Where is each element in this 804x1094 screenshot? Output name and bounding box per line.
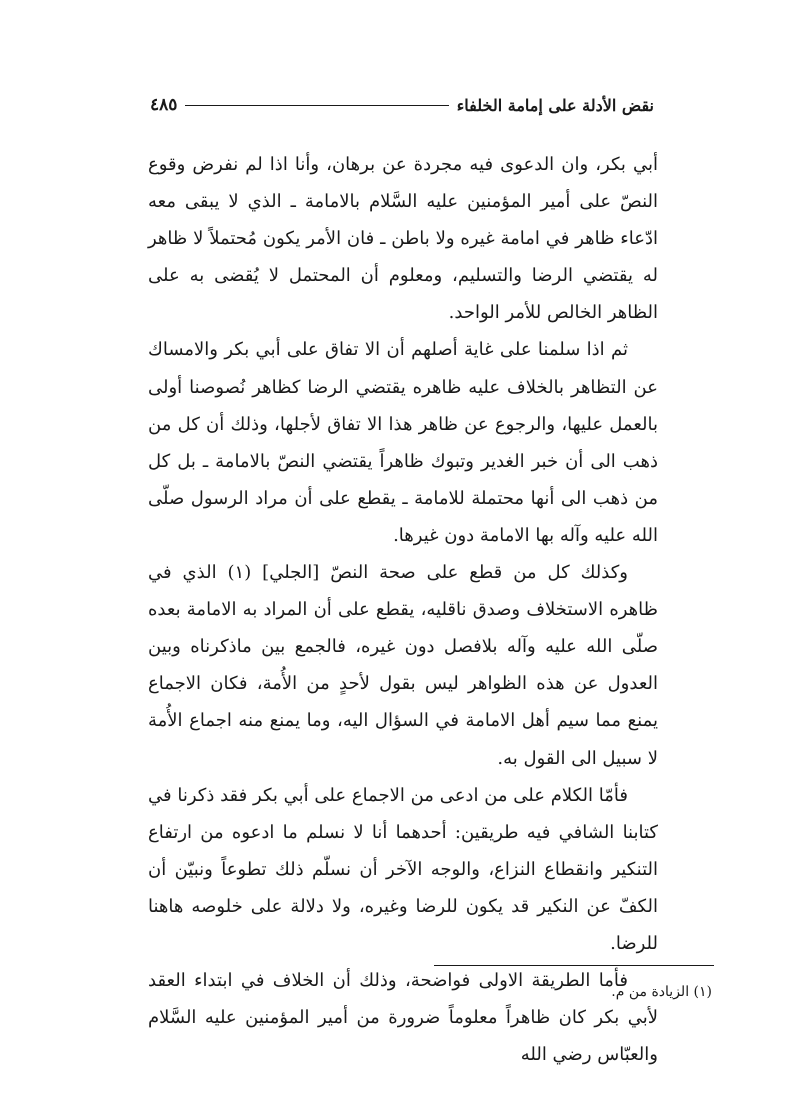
running-title: نقض الأدلة على إمامة الخلفاء bbox=[456, 95, 654, 115]
paragraph-1: أبي بكر، وان الدعوى فيه مجردة عن برهان، وأنا اذا لم نفرض وقوع النصّ على أمير المؤمنين عليه السَّلام بالامامة ـ الذي لا يبقى معه ادّعاء ظاهر في امامة غيره ولا باطن ـ فان الأمر يكون مُحتملاً لا ظاهر له يقتضي الرضا والتسليم، ومعلوم أن المحتمل لا يُقضى به على الظاهر الخالص للأمر الواحد. bbox=[148, 154, 658, 324]
paragraph-5: فأما الطريقة الاولى فواضحة، وذلك أن الخلاف في ابتداء العقد لأبي بكر كان ظاهراً معلوماً ضرورة من أمير المؤمنين عليه السَّلام والعبّاس رضي الله bbox=[148, 970, 658, 1066]
paragraph-2: ثم اذا سلمنا على غاية أصلهم أن الا تفاق على أبي بكر والامساك عن التظاهر بالخلاف عليه ظاهره يقتضي الرضا كظاهر نُصوصنا أولى بالعمل عليها، والرجوع عن ظاهر هذا الا تفاق لأجلها، وذلك أن كل من ذهب الى أن خبر الغدير وتبوك ظاهراً يقتضي النصّ بالامامة ـ بل كل من ذهب الى أنها محتملة للامامة ـ يقطع على أن مراد الرسول صلّى الله عليه وآله بها الامامة دون غيرها. bbox=[148, 339, 658, 546]
running-header bbox=[150, 88, 654, 122]
body-text bbox=[148, 146, 658, 1073]
paragraph-3: وكذلك كل من قطع على صحة النصّ [الجلي] (١) الذي في ظاهره الاستخلاف وصدق ناقليه، يقطع على أن المراد به الامامة بعده صلّى الله عليه وآله بلافصل دون غيره، فالجمع بين ماذكرناه وبين العدول عن هذه الظواهر ليس بقول لأحدٍ من الأُمة، فكان الاجماع يمنع مما سيم أهل الامامة في السؤال اليه، وما يمنع منه اجماع الأُمة لا سبيل الى القول به. bbox=[148, 562, 658, 769]
page-number: ٤٨٥ bbox=[150, 95, 178, 115]
footnote-rule bbox=[434, 965, 714, 966]
footnote: (١) الزيادة من م. bbox=[611, 984, 712, 1000]
paragraph-4: فأمّا الكلام على من ادعى من الاجماع على أبي بكر فقد ذكرنا في كتابنا الشافي فيه طريقين: أحدهما أنا لا نسلم ما ادعوه من ارتفاع التنكير وانقطاع النزاع، والوجه الآخر أن نسلّم ذلك تطوعاً ونبيّن أن الكفّ عن النكير قد يكون للرضا وغيره، ولا دلالة على خلوصه هاهنا للرضا. bbox=[148, 784, 658, 954]
header-rule bbox=[185, 105, 448, 106]
